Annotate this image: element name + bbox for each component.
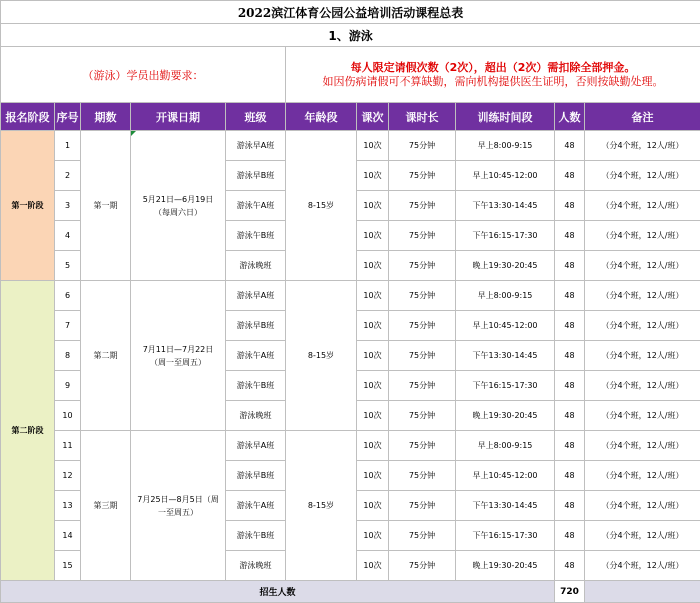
class-name[interactable]: 游泳早B班 [226,161,286,191]
lesson-duration[interactable]: 75分钟 [389,521,456,551]
note[interactable]: （分4个班，12人/班） [585,161,700,191]
row-no[interactable]: 6 [55,281,81,311]
lesson-duration[interactable]: 75分钟 [389,401,456,431]
student-count[interactable]: 48 [555,521,585,551]
section-title[interactable]: 1、游泳 [1,24,700,47]
class-name[interactable]: 游泳午A班 [226,491,286,521]
requirement-line-2: 如因伤病请假可不算缺勤，需向机构提供医生证明，否则按缺勤处理。 [322,74,664,88]
header-lessons[interactable]: 课次 [357,103,389,131]
row-no[interactable]: 9 [55,371,81,401]
student-count[interactable]: 48 [555,371,585,401]
training-time[interactable]: 下午13:30-14:45 [456,491,555,521]
training-time[interactable]: 下午16:15-17:30 [456,521,555,551]
lesson-count[interactable]: 10次 [357,401,389,431]
student-count[interactable]: 48 [555,281,585,311]
training-time[interactable]: 早上10:45-12:00 [456,161,555,191]
lesson-count[interactable]: 10次 [357,431,389,461]
requirement-line-1: 每人限定请假次数（2次），超出（2次）需扣除全部押金。 [350,60,636,74]
period-dates[interactable] [131,131,226,281]
header-no[interactable]: 序号 [55,103,81,131]
lesson-duration[interactable]: 75分钟 [389,551,456,581]
note[interactable]: （分4个班，12人/班） [585,281,700,311]
row-no[interactable]: 12 [55,461,81,491]
header-note[interactable]: 备注 [585,103,700,131]
lesson-count[interactable]: 10次 [357,491,389,521]
training-time[interactable]: 晚上19:30-20:45 [456,401,555,431]
lesson-count[interactable]: 10次 [357,221,389,251]
note[interactable]: （分4个班，12人/班） [585,191,700,221]
lesson-duration[interactable]: 75分钟 [389,371,456,401]
lesson-count[interactable]: 10次 [357,191,389,221]
class-name[interactable]: 游泳晚班 [226,251,286,281]
period-date-days: 一至周五） [158,507,198,517]
row-no[interactable]: 5 [55,251,81,281]
training-time[interactable]: 下午16:15-17:30 [456,371,555,401]
header-stage[interactable]: 报名阶段 [1,103,55,131]
class-name[interactable]: 游泳早A班 [226,131,286,161]
lesson-duration[interactable]: 75分钟 [389,311,456,341]
header-class[interactable]: 班级 [226,103,286,131]
training-time[interactable]: 下午16:15-17:30 [456,221,555,251]
row-no[interactable]: 10 [55,401,81,431]
lesson-count[interactable]: 10次 [357,371,389,401]
class-name[interactable]: 游泳午B班 [226,521,286,551]
header-count[interactable]: 人数 [555,103,585,131]
age-range[interactable]: 8-15岁 [286,131,357,281]
student-count[interactable]: 48 [555,461,585,491]
class-name[interactable]: 游泳午B班 [226,221,286,251]
student-count[interactable]: 48 [555,221,585,251]
table-body [1,131,700,581]
total-value[interactable]: 720 [555,581,585,603]
training-time[interactable]: 早上10:45-12:00 [456,311,555,341]
training-time[interactable]: 早上8:00-9:15 [456,131,555,161]
header-duration[interactable]: 课时长 [389,103,456,131]
lesson-count[interactable]: 10次 [357,551,389,581]
training-time[interactable]: 晚上19:30-20:45 [456,251,555,281]
note[interactable]: （分4个班，12人/班） [585,491,700,521]
student-count[interactable]: 48 [555,551,585,581]
class-name[interactable]: 游泳晚班 [226,551,286,581]
student-count[interactable]: 48 [555,431,585,461]
class-name[interactable]: 游泳早B班 [226,461,286,491]
training-time[interactable]: 早上10:45-12:00 [456,461,555,491]
lesson-count[interactable]: 10次 [357,161,389,191]
class-name[interactable]: 游泳午A班 [226,341,286,371]
note[interactable]: （分4个班，12人/班） [585,131,700,161]
student-count[interactable]: 48 [555,311,585,341]
note[interactable]: （分4个班，12人/班） [585,251,700,281]
period-name[interactable]: 第一期 [81,131,131,281]
row-no[interactable]: 1 [55,131,81,161]
lesson-duration[interactable]: 75分钟 [389,191,456,221]
student-count[interactable]: 48 [555,491,585,521]
sheet-title[interactable]: 2022滨江体育公园公益培训活动课程总表 [1,1,700,24]
training-time[interactable]: 晚上19:30-20:45 [456,551,555,581]
attendance-requirement-label[interactable]: （游泳）学员出勤要求： [1,47,286,103]
lesson-duration[interactable]: 75分钟 [389,461,456,491]
student-count[interactable]: 48 [555,341,585,371]
note[interactable]: （分4个班，12人/班） [585,551,700,581]
note[interactable]: （分4个班，12人/班） [585,221,700,251]
student-count[interactable]: 48 [555,401,585,431]
age-range[interactable]: 8-15岁 [286,431,357,581]
attendance-requirement-text[interactable] [286,47,700,103]
period-date-days: （周一至周五） [150,357,206,367]
training-time[interactable]: 下午13:30-14:45 [456,341,555,371]
row-no[interactable]: 14 [55,521,81,551]
period-name[interactable]: 第二期 [81,281,131,431]
note[interactable]: （分4个班，12人/班） [585,521,700,551]
lesson-count[interactable]: 10次 [357,521,389,551]
student-count[interactable]: 48 [555,191,585,221]
period-date-range: 5月21日—6月19日 [142,194,214,204]
lesson-duration[interactable]: 75分钟 [389,251,456,281]
table-row [1,281,700,311]
header-start-date[interactable]: 开课日期 [131,103,226,131]
training-time[interactable]: 早上8:00-9:15 [456,431,555,461]
header-age[interactable]: 年龄段 [286,103,357,131]
class-name[interactable]: 游泳午A班 [226,191,286,221]
lesson-duration[interactable]: 75分钟 [389,131,456,161]
row-no[interactable]: 2 [55,161,81,191]
row-no[interactable]: 8 [55,341,81,371]
table-row [1,431,700,461]
period-dates[interactable] [131,281,226,431]
note[interactable]: （分4个班，12人/班） [585,461,700,491]
student-count[interactable]: 48 [555,161,585,191]
class-name[interactable]: 游泳晚班 [226,401,286,431]
total-label[interactable]: 招生人数 [1,581,555,603]
row-no[interactable]: 4 [55,221,81,251]
class-name[interactable]: 游泳早A班 [226,281,286,311]
note[interactable]: （分4个班，12人/班） [585,401,700,431]
training-time[interactable]: 下午13:30-14:45 [456,191,555,221]
table-row [1,131,700,161]
note[interactable]: （分4个班，12人/班） [585,341,700,371]
row-no[interactable]: 13 [55,491,81,521]
training-time[interactable]: 早上8:00-9:15 [456,281,555,311]
lesson-count[interactable]: 10次 [357,251,389,281]
lesson-duration[interactable]: 75分钟 [389,161,456,191]
class-name[interactable]: 游泳早B班 [226,311,286,341]
lesson-count[interactable]: 10次 [357,461,389,491]
stage-2-cell[interactable]: 第二阶段 [1,281,55,581]
lesson-duration[interactable]: 75分钟 [389,431,456,461]
period-name[interactable]: 第三期 [81,431,131,581]
student-count[interactable]: 48 [555,131,585,161]
lesson-duration[interactable]: 75分钟 [389,491,456,521]
lesson-duration[interactable]: 75分钟 [389,341,456,371]
lesson-duration[interactable]: 75分钟 [389,221,456,251]
lesson-count[interactable]: 10次 [357,131,389,161]
note[interactable]: （分4个班，12人/班） [585,371,700,401]
row-no[interactable]: 7 [55,311,81,341]
stage-1-cell[interactable]: 第一阶段 [1,131,55,281]
total-row [1,581,700,603]
class-name[interactable]: 游泳午B班 [226,371,286,401]
row-no[interactable]: 3 [55,191,81,221]
row-no[interactable]: 11 [55,431,81,461]
note[interactable]: （分4个班，12人/班） [585,431,700,461]
period-date-range: 7月11日—7月22日 [142,344,214,354]
period-date-days: （每周六日） [154,207,202,217]
period-dates[interactable] [131,431,226,581]
lesson-count[interactable]: 10次 [357,311,389,341]
class-name[interactable]: 游泳早A班 [226,431,286,461]
age-range[interactable]: 8-15岁 [286,281,357,431]
lesson-count[interactable]: 10次 [357,281,389,311]
header-period[interactable]: 期数 [81,103,131,131]
student-count[interactable]: 48 [555,251,585,281]
period-date-range: 7月25日—8月5日（周 [137,494,219,504]
header-time[interactable]: 训练时间段 [456,103,555,131]
lesson-count[interactable]: 10次 [357,341,389,371]
header-row [1,103,700,131]
row-no[interactable]: 15 [55,551,81,581]
lesson-duration[interactable]: 75分钟 [389,281,456,311]
total-empty-cell[interactable] [585,581,700,603]
note[interactable]: （分4个班，12人/班） [585,311,700,341]
